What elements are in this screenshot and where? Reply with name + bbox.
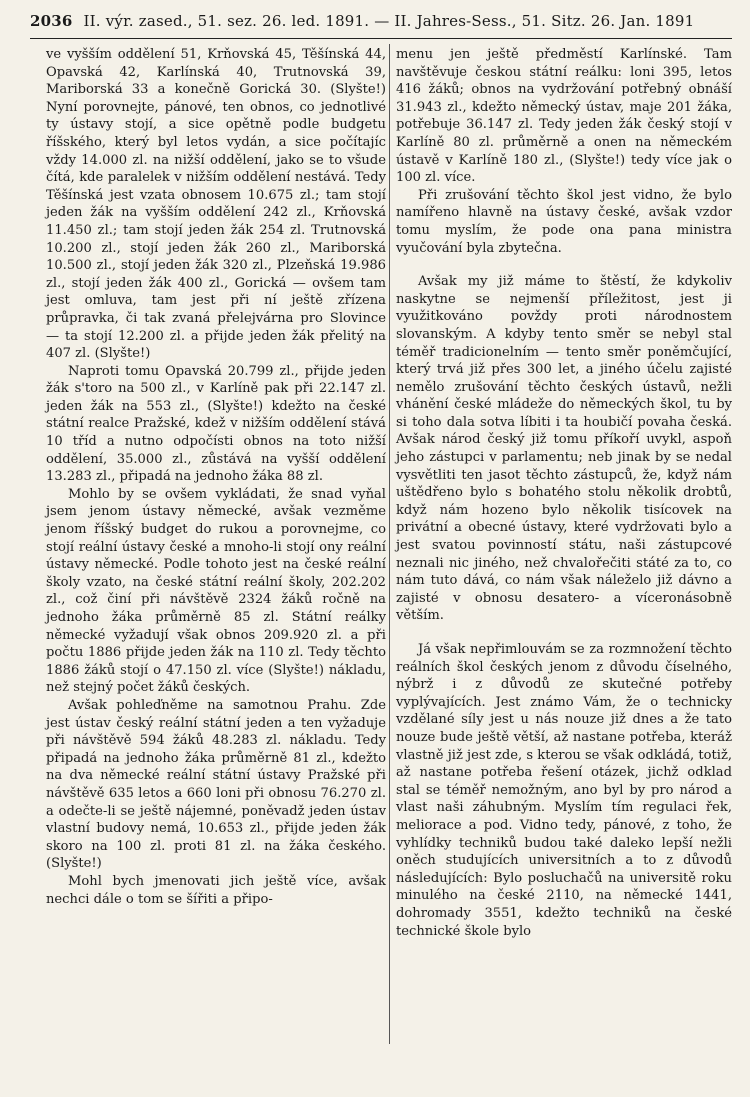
left-paragraph-3: Mohlo by se ovšem vykládati, že snad vyňal jsem jenom ústavy německé, avšak vezměme jenom říšský budget do rukou a porovnejme, co stojí reální ústavy české a mnoho-li stojí ony reální ústavy německé. Podle tohoto jest na české reální školy vzato, na české státní reální školy, 202.202 zl., což činí při návštěvě 2324 žáků ročně na jednoho žáka průměrně 85 zl. Státní reálky německé vyžadují však obnos 209.920 zl. a při počtu 1886 přijde jeden žák na 110 zl. Tedy těchto 1886 žáků stojí o 47.150 zl. více (Slyšte!) nákladu, než stejný počet žáků českých. [46,486,386,696]
header-title: II. výr. zased., 51. sez. 26. led. 1891. — II. Jahres-Sess., 51. Sitz. 26. Jan. 1891 [83,12,695,30]
right-paragraph-4: Já však nepřimlouvám se za rozmnožení těchto reálních škol českých jenom z důvodu číselného, nýbrž i z důvodů ze skutečné potřeby vyplývajících. Jest známo Vám, že o technicky vzdělané síly jest u nás nouze již dnes a že tato nouze bude ještě větší, až nastane potřeba, kteráž vlastně již jest zde, s kterou se však odkládá, totiž, až nastane potřeba řešení otázek, jichž odklad stal se téměř nemožným, ano byl by pro národ a vlast naši záhubným. Myslím tím regulaci řek, meliorace a pod. Vidno tedy, pánové, z toho, že vyhlídky techniků budou také daleko lepší nežli oněch studujících universitních a to z důvodů následujících: Bylo posluchačů na universitě roku minulého na české 2110, na německé 1441, dohromady 3551, kdežto techniků na české technické škole bylo [396,642,732,939]
right-paragraph-1: menu jen ještě předměstí Karlínské. Tam navštěvuje českou státní reálku: loni 395, letos 416 žáků; obnos na vydržování potřebný obnáší 31.943 zl., kdežto německý ústav, maje 201 žáka, potřebuje 36.147 zl. Tedy jeden žák český stojí v Karlíně 80 zl. průměrně a onen na německém ústavě v Karlíně 180 zl., (Slyšte!) tedy více jak o 100 zl. více. [396,47,732,186]
left-paragraph-2: Naproti tomu Opavská 20.799 zl., přijde jeden žák s'toro na 500 zl., v Karlíně pak při 22.147 zl. jeden žák na 553 zl., (Slyšte!) kdežto na české státní realce Pražské, kdež v nižším oddělení stává 10 tříd a nutno odpočísti obnos na toto nižší oddělení, 35.000 zl., zůstává na vyšší oddělení 13.283 zl., připadá na jednoho žáka 88 zl. [46,363,386,485]
header-rule [30,38,732,39]
column-divider [389,44,390,1044]
right-paragraph-2: Při zrušování těchto škol jest vidno, že bylo namířeno hlavně na ústavy české, avšak vzdor tomu myslím, že pode ona pana ministra vyučování byla zbytečna. [396,187,732,256]
page-number: 2036 [30,12,73,30]
left-paragraph-1: ve vyšším oddělení 51, Krňovská 45, Těšínská 44, Opavská 42, Karlínská 40, Trutnovská 39, Mariborská 33 a konečně Gorická 30. (Slyšte!) Nyní porovnejte, pánové, ten obnos, co jednotlivé ty ústavy stojí, a sice opětně podle budgetu říšského, který byl letos vydán, a sice počítajíc vždy 14.000 zl. na nižší oddělení, jako se to všude čítá, kde paralelek v nižším oddělení nestává. Tedy Těšínská jest vzata obnosem 10.675 zl.; tam stojí jeden žák na vyšším oddělení 242 zl., Krňovská 11.450 zl.; tam stojí jeden žák 254 zl. Trutnovská 10.200 zl., stojí jeden žák 260 zl., Mariborská 10.500 zl., stojí jeden žák 320 zl., Plzeňská 19.986 zl., stojí jeden žák 400 zl., Gorická — ovšem tam jest omluva, tam jest při ní ještě zřízena průpravka, či tak zvaná přelejvárna pro Slovince — ta stojí 12.200 zl. a přijde jeden žák přelitý na 407 zl. (Slyšte!) [46,47,386,362]
right-column [396,46,732,940]
left-column [46,46,386,908]
right-paragraph-3: Avšak my již máme to štěstí, že kdykoliv naskytne se nejmenší příležitost, jest ji využitkováno povždy proti národnostem slovanským. A kdyby tento směr se nebyl stal téměř tradicionelním — tento směr poněmčující, který trvá již přes 300 let, a jiného účelu zajisté nemělo zrušování těchto českých ústavů, nežli vhánění české mládeže do německých škol, tu by si toho dala sotva líbiti i ta houbičí povaha česká. Avšak národ český již tomu příkoří uvykl, aspoň jeho zástupci v parlamentu; neb jinak by se nedal vysvětliti ten jasot těchto zástupců, že, když nám uštědřeno bylo s bohatého stolu několik drobtů, když nám hozeno bylo několik tisícovek na privátní a obecné ústavy, které vydržovati bylo a jest svatou povinností státu, naši zástupcové neznali nic jiného, než chvalořečiti státé za to, co nám tuto dává, co nám však náleželo již dávno a zajisté v obnosu desatero- a víceronásobně větším. [396,274,732,624]
running-header [30,12,730,30]
left-paragraph-4: Avšak pohleďněme na samotnou Prahu. Zde jest ústav český reální státní jeden a ten vyžaduje při návštěvě 594 žáků 48.283 zl. nákladu. Tedy připadá na jednoho žáka průměrně 81 zl., kdežto na dva německé reální státní ústavy Pražské při návštěvě 635 letos a 660 loni při obnosu 76.270 zl. a odečte-li se ještě nájemné, poněvadž jeden ústav vlastní budovy nemá, 10.653 zl., přijde jeden žák skoro na 100 zl. proti 81 zl. na žáka českého. (Slyšte!) [46,697,386,872]
left-paragraph-5: Mohl bych jmenovati jich ještě více, avšak nechci dále o tom se šířiti a připo- [46,873,386,907]
